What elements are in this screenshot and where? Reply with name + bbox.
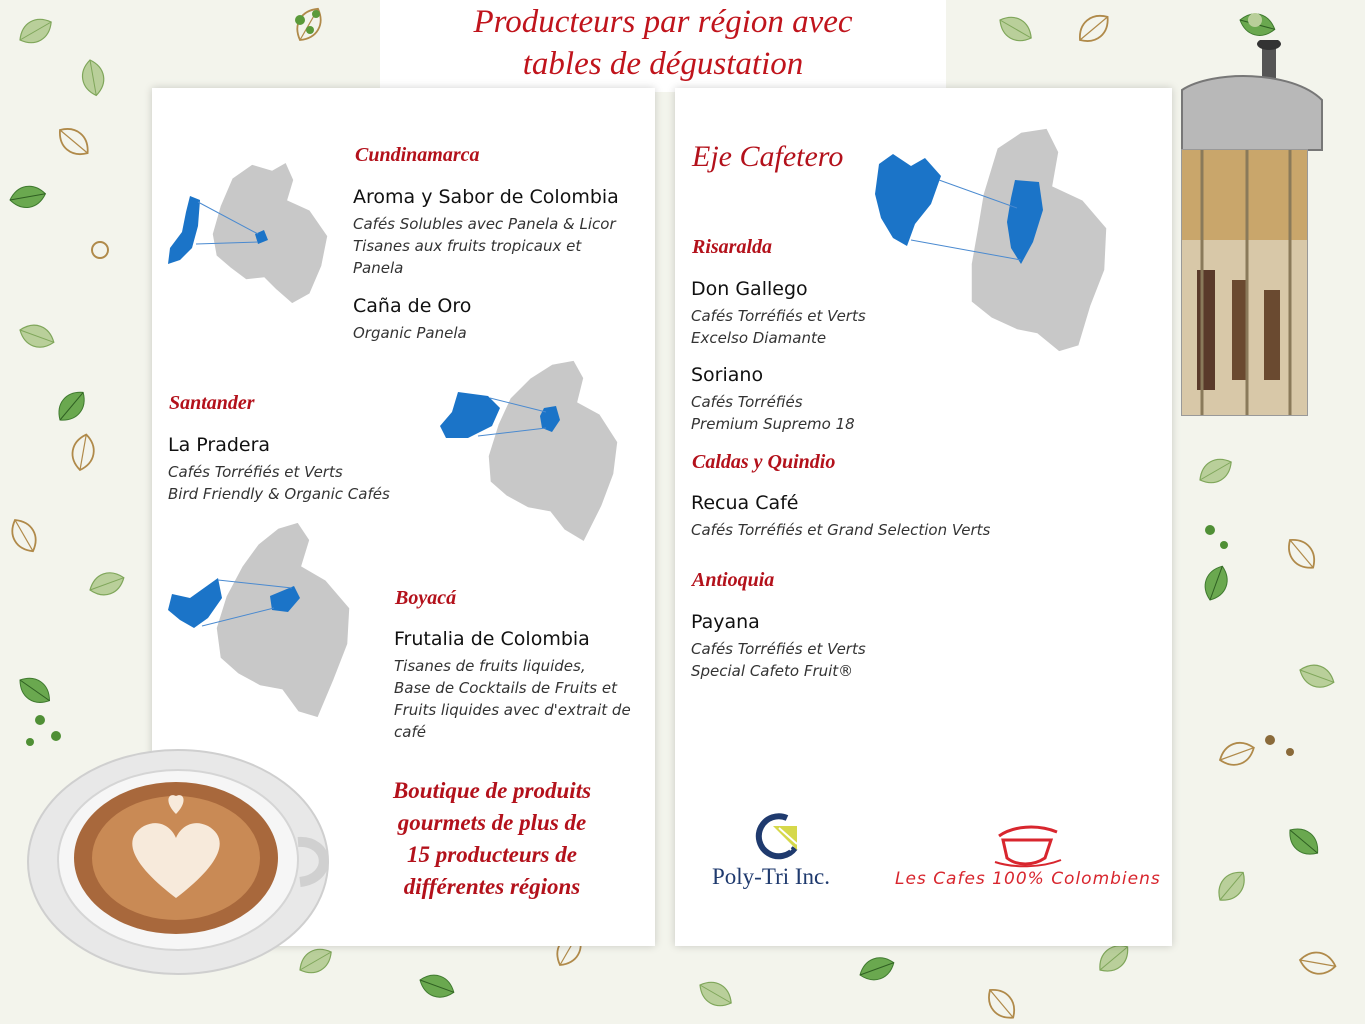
product-frutalia-desc: Tisanes de fruits liquides, Base de Cocktails de Fruits et Fruits liquides avec d'extrait de café xyxy=(394,657,631,741)
product-don-gallego-desc: Cafés Torréfiés et Verts Excelso Diamante xyxy=(691,307,866,347)
right-card xyxy=(675,88,1172,946)
boutique-text: Boutique de produits gourmets de plus de 15 producteurs de différentes régions xyxy=(392,778,592,899)
region-antioquia: Antioquia xyxy=(692,569,775,591)
page-title-box xyxy=(380,0,946,92)
product-cana-de-oro-desc: Organic Panela xyxy=(353,324,467,342)
product-don-gallego: Don Gallego xyxy=(691,278,808,300)
boyaca-map xyxy=(162,518,362,724)
product-cana-de-oro: Caña de Oro xyxy=(353,295,472,317)
region-eje-cafetero: Eje Cafetero xyxy=(692,140,844,173)
region-santander: Santander xyxy=(169,392,255,414)
latte-cup-illustration xyxy=(18,722,338,982)
product-aroma-y-sabor-desc: Cafés Solubles avec Panela & Licor Tisanes aux fruits tropicaux et Panela xyxy=(353,215,616,277)
region-cundinamarca: Cundinamarca xyxy=(355,144,480,166)
santander-map xyxy=(438,356,628,544)
coffee-cup-logo-icon xyxy=(993,818,1063,868)
product-soriano: Soriano xyxy=(691,364,764,386)
product-aroma-y-sabor: Aroma y Sabor de Colombia xyxy=(353,186,619,208)
poly-tri-logo-icon xyxy=(751,810,801,860)
product-la-pradera-desc: Cafés Torréfiés et Verts Bird Friendly & Organic Cafés xyxy=(168,463,390,503)
product-la-pradera: La Pradera xyxy=(168,434,271,456)
eje-cafetero-map xyxy=(871,124,1141,384)
product-payana: Payana xyxy=(691,611,760,633)
region-boyaca: Boyacá xyxy=(395,587,457,609)
region-risaralda: Risaralda xyxy=(692,236,773,258)
les-cafes-logo-text: Les Cafes 100% Colombiens xyxy=(895,869,1161,889)
product-recua-cafe: Recua Café xyxy=(691,492,799,514)
region-caldas-y-quindio: Caldas y Quindio xyxy=(692,451,836,473)
product-soriano-desc: Cafés Torréfiés Premium Supremo 18 xyxy=(691,393,855,433)
product-frutalia: Frutalia de Colombia xyxy=(394,628,590,650)
page-title-line-2: tables de dégustation xyxy=(522,46,804,82)
product-payana-desc: Cafés Torréfiés et Verts Special Cafeto Fruit® xyxy=(691,640,866,680)
product-recua-cafe-desc: Cafés Torréfiés et Grand Selection Verts xyxy=(691,521,991,539)
cundinamarca-map xyxy=(160,156,332,306)
page-title-line-1: Producteurs par région avec xyxy=(473,4,853,40)
french-press-illustration xyxy=(1172,40,1332,430)
poly-tri-logo-text: Poly-Tri Inc. xyxy=(712,864,830,889)
